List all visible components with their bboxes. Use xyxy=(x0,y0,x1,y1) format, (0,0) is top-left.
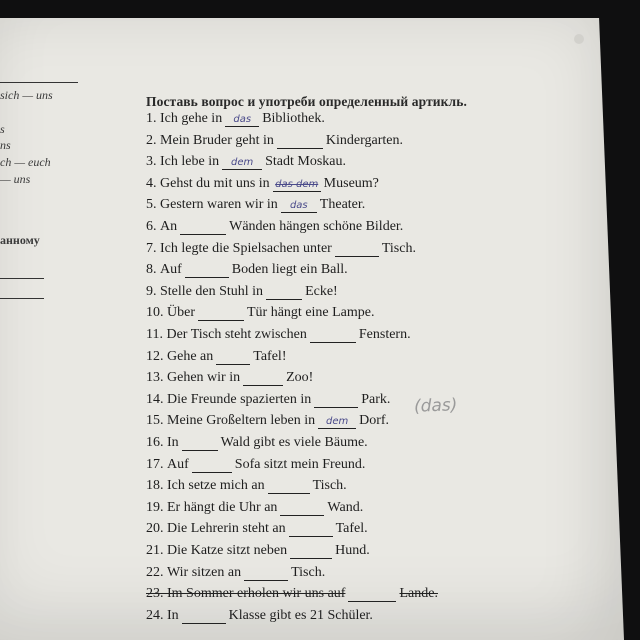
exercise-text-before: Ich setze mich an xyxy=(167,478,265,494)
exercise-text-after: Tafel. xyxy=(335,521,368,537)
exercise-text-before: Gehst du mit uns in xyxy=(160,175,270,191)
answer-blank[interactable] xyxy=(225,112,259,127)
exercise-item xyxy=(146,149,346,170)
exercise-text-after: Tisch. xyxy=(291,564,326,580)
handwritten-answer: dem xyxy=(230,157,254,169)
answer-blank[interactable] xyxy=(244,566,288,581)
handwritten-answer: das xyxy=(233,114,252,125)
exercise-number: 15. xyxy=(146,413,164,429)
exercise-text-after: Tafel! xyxy=(253,348,287,364)
exercise-number: 24. xyxy=(146,607,164,623)
answer-blank[interactable] xyxy=(281,198,317,213)
exercise-number: 19. xyxy=(146,499,164,515)
exercise-text-before: Ich legte die Spielsachen unter xyxy=(160,240,332,256)
left-fragment: ch — euch xyxy=(0,155,51,169)
exercise-text-before: Über xyxy=(167,305,195,321)
exercise-item xyxy=(146,257,348,278)
answer-blank[interactable] xyxy=(243,371,283,386)
exercise-item xyxy=(146,236,416,257)
exercise-number: 13. xyxy=(146,370,164,386)
exercise-text-before: Die Katze sitzt neben xyxy=(167,543,288,558)
exercise-item xyxy=(146,408,389,429)
answer-blank[interactable] xyxy=(314,393,358,408)
exercise-text-before: Die Lehrerin steht an xyxy=(167,521,286,537)
exercise-text-before: Ich gehe in xyxy=(160,111,223,126)
answer-blank[interactable] xyxy=(335,242,379,257)
exercise-number: 16. xyxy=(146,435,164,450)
exercise-item xyxy=(146,387,390,408)
exercise-number: 1. xyxy=(146,111,157,126)
exercise-text-before: Er hängt die Uhr an xyxy=(167,499,278,515)
exercise-text-before: Die Freunde spazierten in xyxy=(167,391,312,407)
exercise-text-after: Wald gibt es viele Bäume. xyxy=(220,435,368,450)
exercise-text-after: Wänden hängen schöne Bilder. xyxy=(229,219,404,234)
left-fragment: — uns xyxy=(0,172,31,186)
exercise-text-after: Fenstern. xyxy=(358,327,411,342)
exercise-text-before: Gehen wir in xyxy=(167,370,241,386)
exercise-text-before: In xyxy=(167,435,179,450)
exercise-number: 18. xyxy=(146,478,164,494)
exercise-number: 6. xyxy=(146,219,157,234)
answer-blank[interactable] xyxy=(348,587,396,602)
exercise-number: 8. xyxy=(146,262,157,278)
exercise-text-before: Meine Großeltern leben in xyxy=(167,413,316,429)
exercise-item xyxy=(146,452,365,473)
exercise-item xyxy=(146,581,438,602)
answer-blank[interactable] xyxy=(266,285,302,300)
exercise-text-after: Museum? xyxy=(323,175,379,191)
answer-blank[interactable] xyxy=(192,458,232,473)
answer-blank[interactable] xyxy=(273,177,321,192)
handwritten-answer: dem xyxy=(326,416,349,428)
answer-blank[interactable] xyxy=(222,155,262,170)
answer-blank[interactable] xyxy=(289,522,333,537)
exercise-text-after: Bibliothek. xyxy=(262,111,325,126)
exercise-item xyxy=(146,322,411,343)
exercise-number: 22. xyxy=(146,564,164,580)
answer-blank[interactable] xyxy=(182,436,218,451)
exercise-item xyxy=(146,279,338,300)
exercise-number: 9. xyxy=(146,283,157,299)
exercise-text-after: Theater. xyxy=(319,197,366,213)
exercise-text-after: Boden liegt ein Ball. xyxy=(231,262,348,278)
exercise-item xyxy=(146,473,347,494)
exercise-text-before: Stelle den Stuhl in xyxy=(160,283,264,299)
exercise-text-before: Mein Bruder geht in xyxy=(160,132,274,148)
exercise-number: 5. xyxy=(146,197,157,213)
exercise-text-after: Wand. xyxy=(327,499,364,515)
exercise-item xyxy=(146,171,379,192)
answer-blank[interactable] xyxy=(318,414,356,429)
exercise-text-before: Auf xyxy=(167,456,189,472)
exercise-number: 10. xyxy=(146,305,164,321)
exercise-number: 7. xyxy=(146,240,157,256)
exercise-item xyxy=(146,106,325,127)
exercise-text-after: Ecke! xyxy=(305,283,338,299)
exercise-number: 23. xyxy=(146,586,164,602)
exercise-item xyxy=(146,128,403,149)
left-fragment: s xyxy=(0,122,5,136)
exercise-number: 3. xyxy=(146,154,157,170)
exercise-number: 4. xyxy=(146,175,157,191)
exercise-number: 21. xyxy=(146,543,164,558)
answer-blank[interactable] xyxy=(280,501,324,516)
exercise-text-before: Wir sitzen an xyxy=(167,564,242,580)
exercise-text-before: Der Tisch steht zwischen xyxy=(166,327,307,342)
exercise-text-after: Tisch. xyxy=(312,478,347,494)
exercise-item xyxy=(146,603,373,624)
exercise-text-before: Auf xyxy=(160,262,182,278)
answer-blank[interactable] xyxy=(198,306,244,321)
answer-blank[interactable] xyxy=(185,263,229,278)
exercise-number: 14. xyxy=(146,391,164,407)
exercise-text-after: Kindergarten. xyxy=(325,132,404,148)
margin-note: (das) xyxy=(413,395,458,417)
exercise-item xyxy=(146,365,313,386)
exercise-text-before: Im Sommer erholen wir uns auf xyxy=(167,586,346,602)
exercise-item xyxy=(146,516,368,537)
exercise-number: 12. xyxy=(146,348,164,364)
exercise-text-before: An xyxy=(160,219,178,234)
exercise-item xyxy=(146,560,325,581)
answer-blank[interactable] xyxy=(180,220,226,235)
left-fragment: ns xyxy=(0,138,11,152)
exercise-item xyxy=(146,495,363,516)
exercise-text-before: Gestern waren wir in xyxy=(160,197,278,213)
exercise-text-after: Dorf. xyxy=(359,413,390,429)
exercise-item xyxy=(146,344,286,365)
exercise-text-after: Klasse gibt es 21 Schüler. xyxy=(228,607,373,623)
exercise-text-after: Zoo! xyxy=(286,370,314,386)
exercise-item xyxy=(146,430,368,451)
exercise-text-after: Stadt Moskau. xyxy=(265,154,346,170)
left-fragment: анному xyxy=(0,233,40,247)
exercise-text-after: Tisch. xyxy=(381,240,416,256)
exercise-number: 20. xyxy=(146,521,164,537)
exercise-number: 11. xyxy=(146,327,163,342)
answer-blank[interactable] xyxy=(310,328,356,343)
handwritten-answer: das xyxy=(289,200,308,212)
exercise-number: 2. xyxy=(146,132,157,148)
exercise-text-before: Gehe an xyxy=(167,348,214,364)
exercise-text-after: Tür hängt eine Lampe. xyxy=(247,305,375,321)
handwritten-answer: das dem xyxy=(275,178,319,190)
exercise-text-after: Lande. xyxy=(399,586,438,602)
exercise-text-before: Ich lebe in xyxy=(160,154,220,170)
exercise-number: 17. xyxy=(146,456,164,472)
exercise-text-before: In xyxy=(167,607,179,623)
left-fragment: sich — uns xyxy=(0,88,53,102)
exercise-item xyxy=(146,192,365,213)
exercise-text-after: Hund. xyxy=(335,543,370,558)
exercise-text-after: Sofa sitzt mein Freund. xyxy=(234,456,366,472)
worksheet-heading: Поставь вопрос и употреби определенный артикль. xyxy=(146,94,467,109)
exercise-item xyxy=(146,214,403,235)
answer-blank[interactable] xyxy=(290,544,332,559)
answer-blank[interactable] xyxy=(277,134,323,149)
exercise-text-after: Park. xyxy=(361,391,391,407)
answer-blank[interactable] xyxy=(216,350,250,365)
answer-blank[interactable] xyxy=(182,609,226,624)
exercise-item xyxy=(146,538,370,559)
answer-blank[interactable] xyxy=(268,479,310,494)
exercise-item xyxy=(146,300,375,321)
